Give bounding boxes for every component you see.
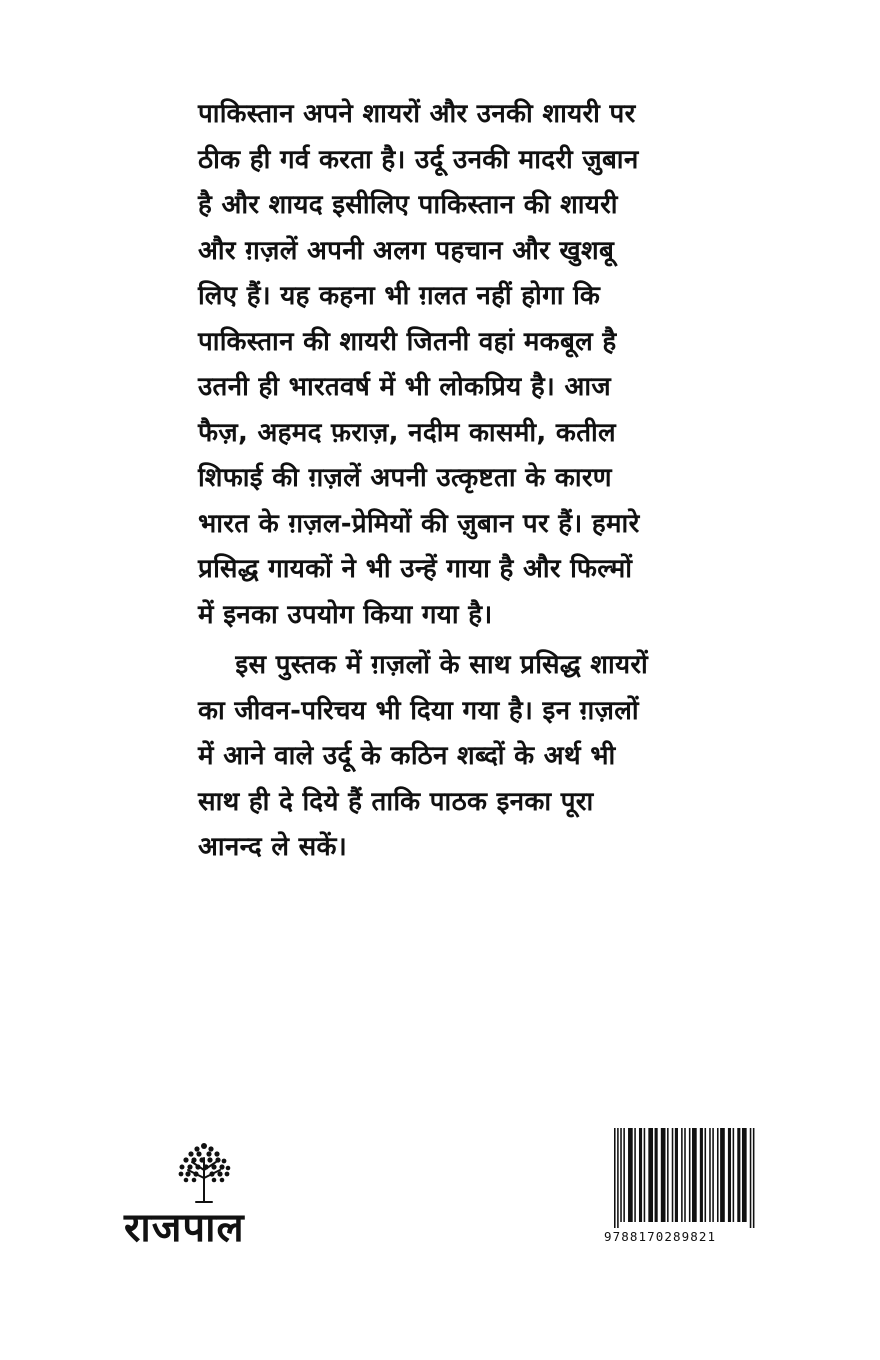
barcode-bar [717,1128,719,1222]
barcode-bar [623,1128,625,1222]
barcode-icon [614,1128,756,1228]
barcode-bar [689,1128,691,1222]
barcode-bar [700,1128,703,1222]
barcode-bar [753,1128,755,1228]
barcode-bar [655,1128,658,1222]
paragraph-2 [198,643,698,871]
publisher-name: राजपाल [124,1205,245,1251]
text-line: और ग़ज़लें अपनी अलग पहचान और खुशबू [198,235,615,266]
barcode-bar [712,1128,714,1222]
barcode-bar [672,1128,674,1222]
barcode-bar [750,1128,752,1228]
barcode-bar [728,1128,731,1222]
barcode-bar [628,1128,633,1222]
text-line: का जीवन-परिचय भी दिया गया है। इन ग़ज़लों [198,695,639,726]
text-line: पाकिस्तान अपने शायरों और उनकी शायरी पर [198,99,636,129]
barcode-bar [644,1128,646,1222]
barcode-bar [720,1128,725,1222]
barcode [604,1128,758,1250]
barcode-bar [681,1128,683,1222]
text-line: प्रसिद्ध गायकों ने भी उन्हें गाया है और फिल्मों [198,554,633,584]
tree-icon [174,1140,234,1208]
barcode-bar [620,1128,622,1222]
barcode-bar [648,1128,653,1222]
barcode-bar [737,1128,740,1222]
text-line: में इनका उपयोग किया गया है। [198,599,493,630]
text-line: भारत के ग़ज़ल-प्रेमियों की ज़ुबान पर हैं। हमारे [198,508,640,539]
isbn-number: 9788170289821 [604,1229,717,1244]
publisher-logo [124,1140,294,1250]
barcode-bar [692,1128,697,1222]
barcode-bar [705,1128,707,1222]
paragraph-1 [198,92,698,638]
barcode-bar [675,1128,678,1222]
barcode-bar [742,1128,747,1222]
text-line: लिए हैं। यह कहना भी ग़लत नहीं होगा कि [198,281,601,311]
text-line: इस पुस्तक में ग़ज़लों के साथ प्रसिद्ध शायरों [198,650,649,680]
barcode-bar [733,1128,735,1222]
barcode-bar [684,1128,686,1222]
barcode-bar [617,1128,619,1228]
barcode-bar [661,1128,666,1222]
text-line: पाकिस्तान की शायरी जितनी वहां मकबूल है [198,326,617,357]
blurb-text [198,92,698,871]
text-line: फैज़, अहमद फ़राज़, नदीम कासमी, कतील [198,417,616,448]
barcode-bar [634,1128,636,1222]
barcode-bar [639,1128,642,1222]
barcode-bar [709,1128,711,1222]
text-line: है और शायद इसीलिए पाकिस्तान की शायरी [198,190,618,220]
barcode-bar [667,1128,669,1222]
text-line: शिफाई की ग़ज़लें अपनी उत्कृष्टता के कारण [198,463,612,493]
text-line: ठीक ही गर्व करता है। उर्दू उनकी मादरी ज़ुबान [198,144,639,175]
text-line: साथ ही दे दिये हैं ताकि पाठक इनका पूरा [198,786,594,817]
text-line: उतनी ही भारतवर्ष में भी लोकप्रिय है। आज [198,372,611,402]
text-line: आनन्द ले सकें। [198,832,347,862]
barcode-bar [614,1128,616,1228]
text-line: में आने वाले उर्दू के कठिन शब्दों के अर्थ भी [198,741,616,771]
